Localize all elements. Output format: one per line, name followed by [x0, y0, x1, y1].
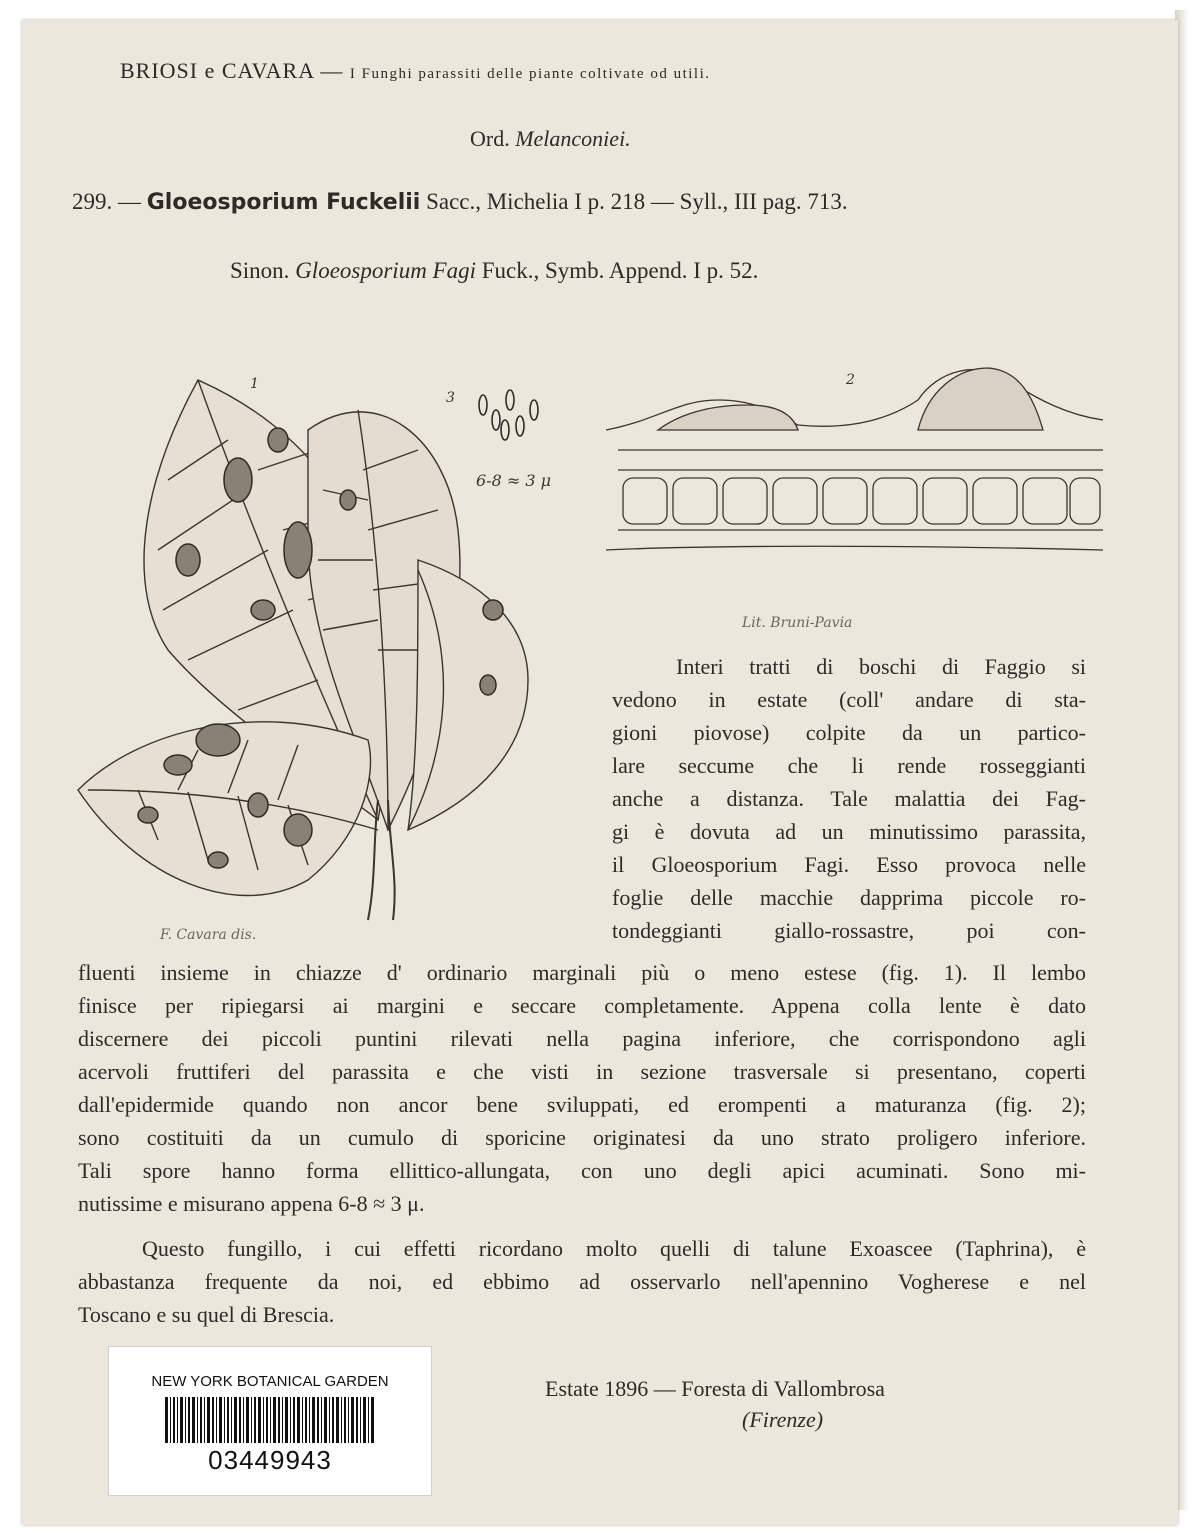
- p1-line: gi è dovuta ad un minutissimo parassita,: [612, 819, 1086, 844]
- paragraph-3: [78, 1232, 1086, 1331]
- synonym-citation: Fuck., Symb. Append. I p. 52.: [481, 258, 759, 283]
- artist-credit: F. Cavara dis.: [160, 927, 257, 943]
- p3-line: Questo fungillo, i cui effetti ricordano molto quelli di talune Exoascee (Taphrina), è: [142, 1236, 1086, 1261]
- p2-line: sono costituiti da un cumulo di sporicine originatesi da uno strato proligero inferiore.: [78, 1125, 1086, 1150]
- cross-section-drawing: [606, 368, 1103, 550]
- p3-line: abbastanza frequente da noi, ed ebbimo ad osservarlo nell'apennino Vogherese e nel: [78, 1269, 1086, 1294]
- synonym-line: [230, 258, 758, 284]
- synonym-prefix: Sinon.: [230, 258, 290, 283]
- paragraph-1: [612, 650, 1086, 947]
- p1-line: foglie delle macchie dapprima piccole ro-: [612, 885, 1086, 910]
- collection-region: (Firenze): [742, 1407, 824, 1432]
- figure-label-3: 3: [446, 390, 455, 406]
- p1-line: anche a distanza. Tale malattia dei Fag-: [612, 786, 1086, 811]
- p2-line: discernere dei piccoli puntini rilevati nella pagina inferiore, che corrispondono agli: [78, 1026, 1086, 1051]
- p2-line: Tali spore hanno forma ellittico-allungata, con uno degli apici acuminati. Sono mi-: [78, 1158, 1086, 1183]
- barcode-icon: [165, 1397, 375, 1443]
- header-separator: —: [320, 58, 344, 83]
- order-prefix: Ord.: [470, 126, 510, 151]
- header-authors: BRIOSI e CAVARA: [120, 58, 314, 83]
- figure-label-1: 1: [250, 376, 259, 392]
- barcode-label: [108, 1346, 432, 1496]
- p2-line: fluenti insieme in chiazze d' ordinario marginali più o meno estese (fig. 1). Il lembo: [78, 960, 1086, 985]
- species-name: Gloeosporium Fuckelii: [146, 190, 421, 215]
- p2-line: finisce per ripiegarsi ai margini e seccare completamente. Appena colla lente è dato: [78, 993, 1086, 1018]
- spores-drawing: [479, 390, 538, 440]
- collection-locality: Estate 1896 — Foresta di Vallombrosa: [545, 1376, 885, 1401]
- synonym-name: Gloeosporium Fagi: [295, 258, 476, 283]
- species-number: 299.: [72, 189, 113, 214]
- header-title: I Funghi parassiti delle piante coltivate od utili.: [349, 66, 711, 82]
- institution-name: NEW YORK BOTANICAL GARDEN: [151, 1373, 389, 1390]
- order-name: Melanconiei.: [515, 126, 631, 151]
- p1-line: gioni piovose) colpite da un partico-: [612, 720, 1086, 745]
- p1-line: vedono in estate (coll' andare di sta-: [612, 687, 1086, 712]
- barcode-number: 03449943: [208, 1445, 332, 1475]
- paragraph-2: [78, 956, 1086, 1220]
- figure-label-2: 2: [846, 372, 855, 388]
- p1-line: il Gloeosporium Fagi. Esso provoca nelle: [612, 852, 1086, 877]
- species-heading: [72, 189, 848, 215]
- p2-line: acervoli fruttiferi del parassita e che visti in sezione trasversale si presentano, coperti: [78, 1059, 1086, 1084]
- p1-line: tondeggianti giallo-rossastre, poi con-: [612, 918, 1086, 943]
- p2-line: dall'epidermide quando non ancor bene sviluppati, ed erompenti a maturanza (fig. 2);: [78, 1092, 1086, 1117]
- species-citation: Sacc., Michelia I p. 218 — Syll., III pag. 713.: [426, 189, 848, 214]
- species-dash: —: [118, 189, 141, 214]
- spore-size-label: 6-8 ≈ 3 μ: [476, 471, 552, 490]
- page-header: [120, 58, 711, 84]
- p1-line: lare seccume che li rende rosseggianti: [612, 753, 1086, 778]
- p2-line: nutissime e misurano appena 6-8 ≈ 3 μ.: [78, 1191, 425, 1216]
- lithographer-credit: Lit. Bruni-Pavia: [742, 615, 853, 631]
- order-line: [470, 126, 631, 152]
- p3-line: Toscano e su quel di Brescia.: [78, 1302, 335, 1327]
- p1-line: Interi tratti di boschi di Faggio si: [676, 654, 1086, 679]
